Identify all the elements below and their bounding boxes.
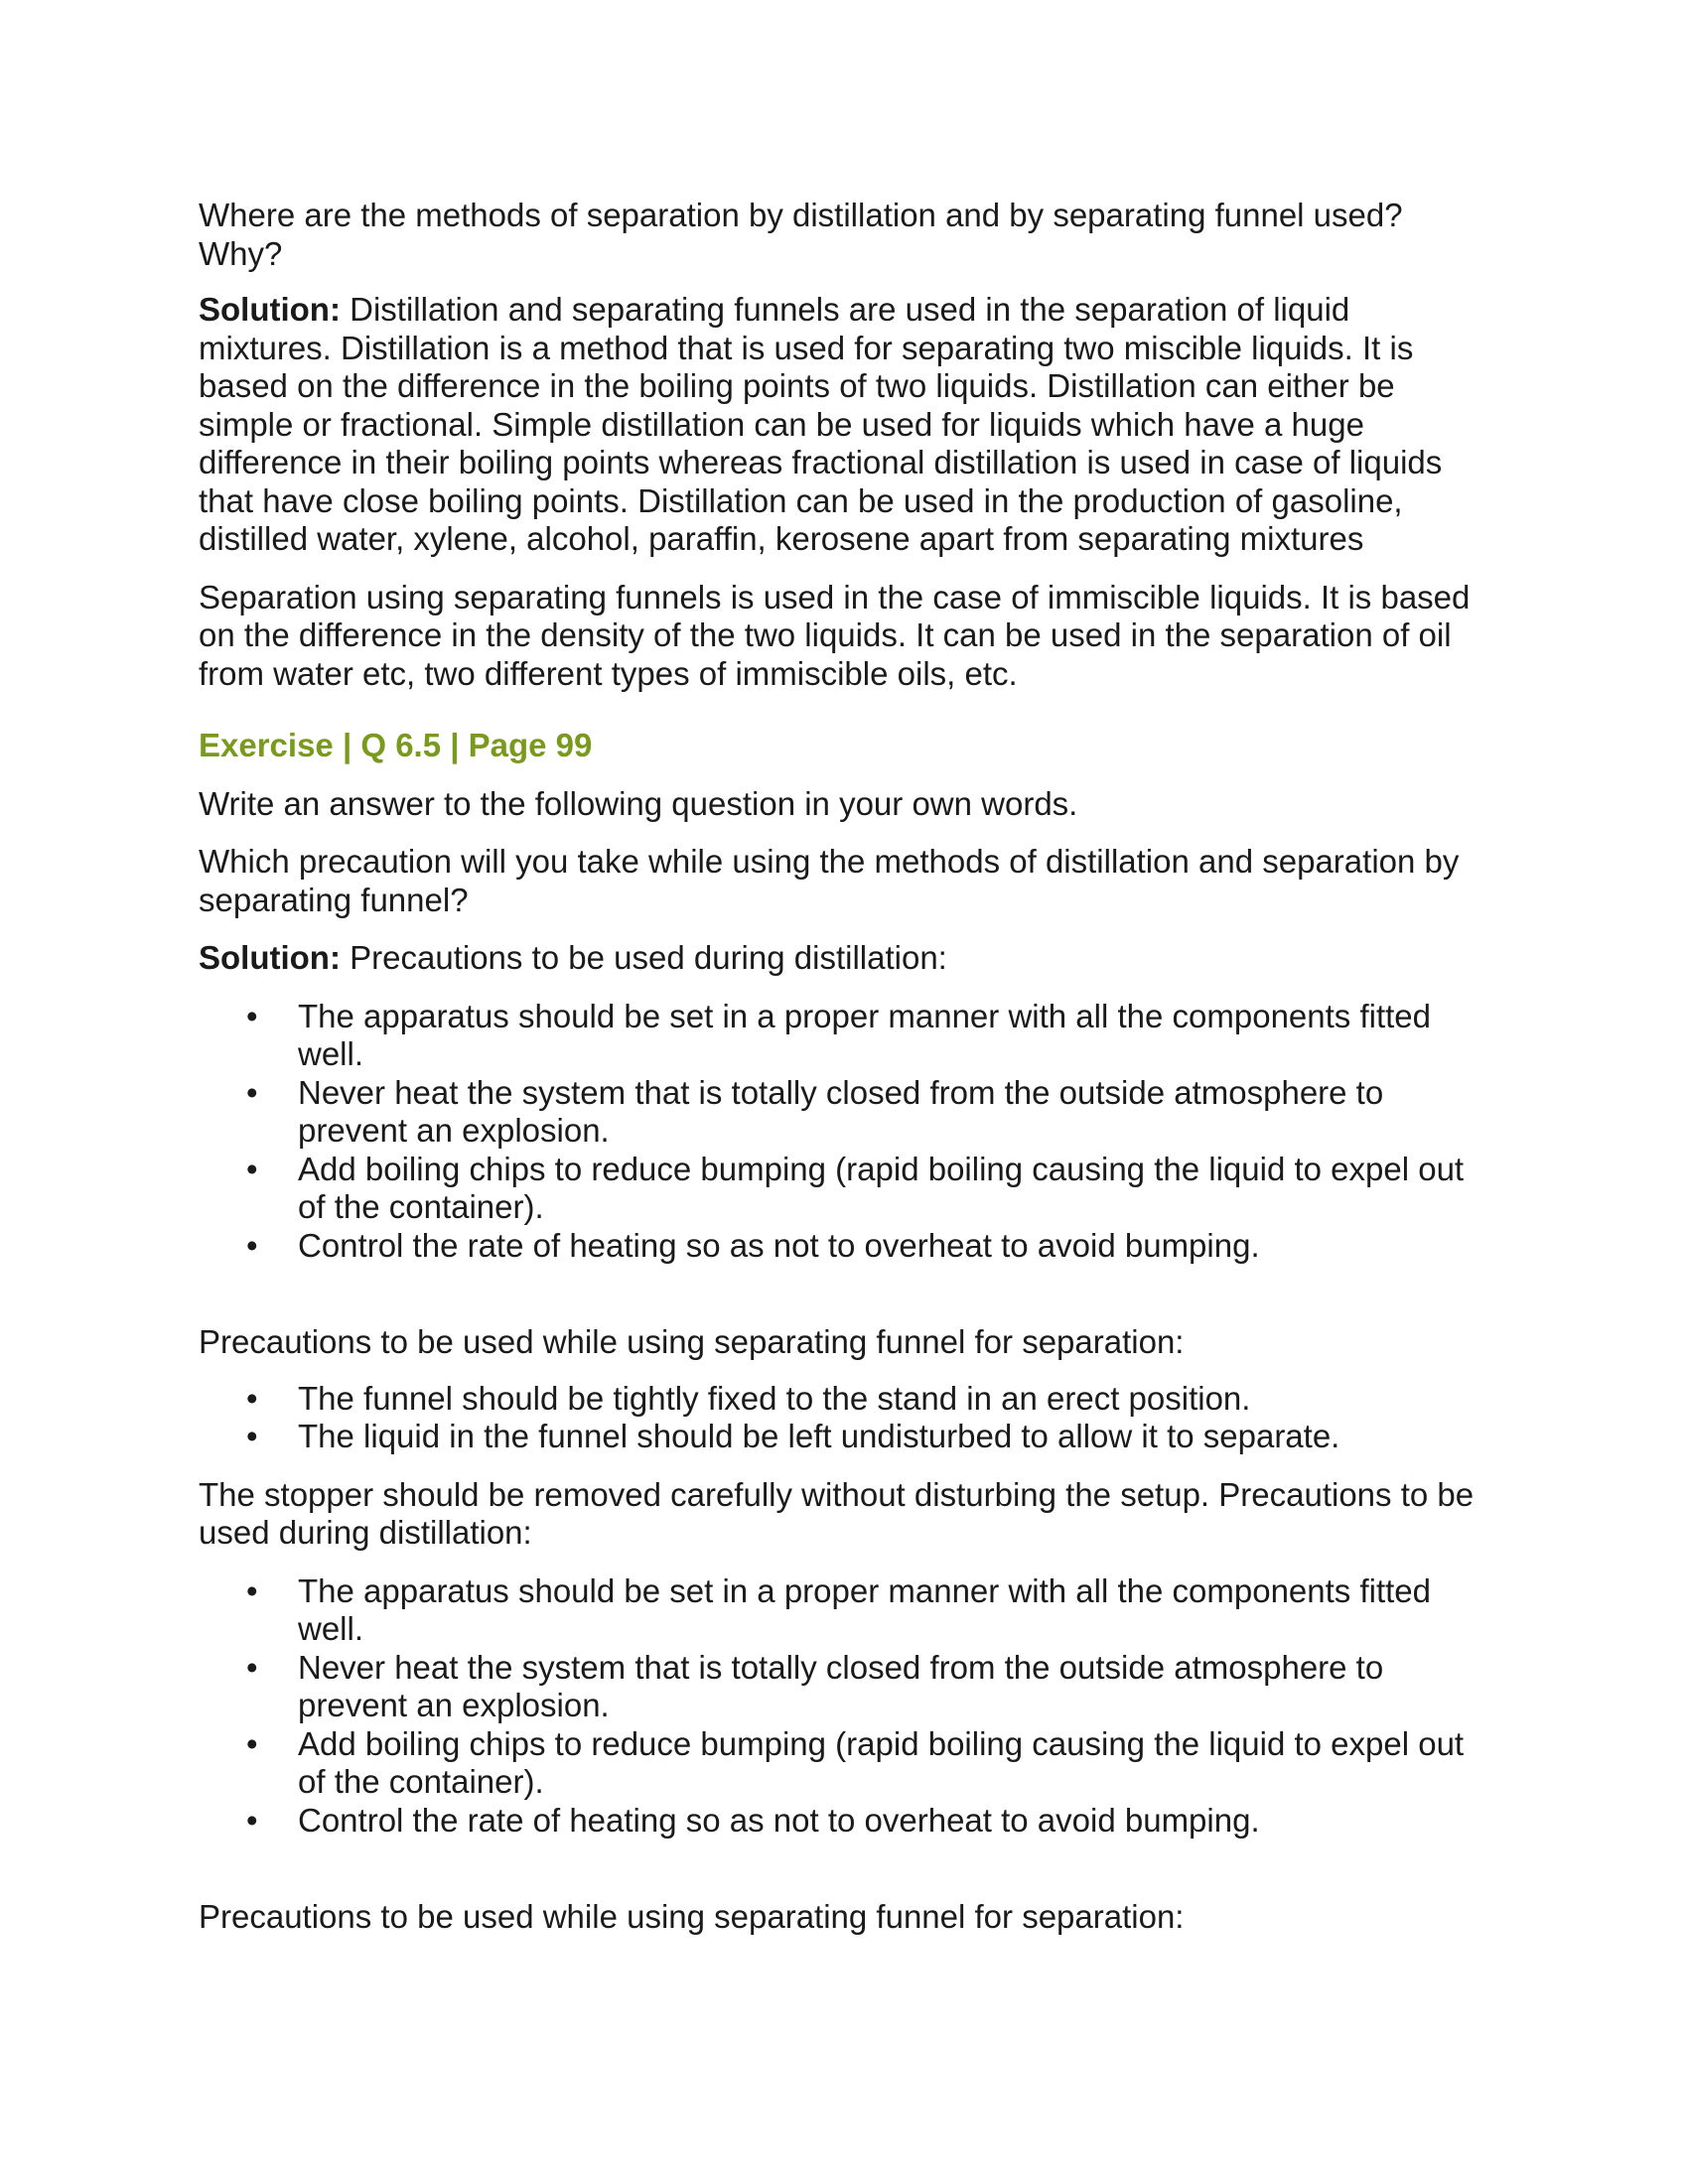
list-item: • Control the rate of heating so as not to overheat to avoid bumping. xyxy=(298,1227,1489,1266)
solution-text: Precautions to be used during distillation: xyxy=(340,939,947,976)
list-item: • The liquid in the funnel should be left undisturbed to allow it to separate. xyxy=(298,1418,1489,1456)
list-item: • Never heat the system that is totally closed from the outside atmosphere to prevent an explosion. xyxy=(298,1074,1489,1151)
instruction-text: Write an answer to the following question in your own words. xyxy=(199,784,1078,822)
question-text: Which precaution will you take while using the methods of distillation and separation by separating funnel? xyxy=(199,843,1460,918)
exercise-heading: Exercise | Q 6.5 | Page 99 xyxy=(199,727,593,763)
stopper-paragraph: The stopper should be removed carefully without disturbing the setup. Precautions to be used during distillation: xyxy=(199,1475,1475,1551)
list-item: • The funnel should be tightly fixed to the stand in an erect position. xyxy=(298,1380,1489,1419)
funnel-precautions-list xyxy=(199,1380,1489,1456)
funnel-precautions-intro: Precautions to be used while using separating funnel for separation: xyxy=(199,1323,1185,1360)
solution-label: Solution: xyxy=(199,291,341,328)
question-text: Where are the methods of separation by distillation and by separating funnel used? Why? xyxy=(199,197,1403,272)
distillation-precautions-list xyxy=(199,998,1489,1266)
solution-label: Solution: xyxy=(199,939,341,976)
list-item: • The apparatus should be set in a proper manner with all the components fitted well. xyxy=(298,1572,1489,1649)
separating-funnel-paragraph: Separation using separating funnels is used in the case of immiscible liquids. It is based on the difference in the density of the two liquids. It can be used in the separation of oil from water etc, two different types of immiscible oils, etc. xyxy=(199,578,1471,692)
list-item: • Never heat the system that is totally closed from the outside atmosphere to prevent an explosion. xyxy=(298,1649,1489,1725)
distillation-precautions-list xyxy=(199,1572,1489,1841)
funnel-precautions-intro: Precautions to be used while using separating funnel for separation: xyxy=(199,1898,1185,1935)
solution-paragraph xyxy=(199,939,1489,978)
solution-paragraph xyxy=(199,291,1489,559)
list-item: • Add boiling chips to reduce bumping (rapid boiling causing the liquid to expel out of the container). xyxy=(298,1725,1489,1802)
list-item: • Add boiling chips to reduce bumping (rapid boiling causing the liquid to expel out of the container). xyxy=(298,1151,1489,1227)
solution-text: Distillation and separating funnels are used in the separation of liquid mixtures. Distillation is a method that is used for separating two miscible liquids. It is based on the difference in the boiling points of two liquids. Distillation can either be simple or fractional. Simple distillation can be used for liquids which have a huge difference in their boiling points whereas fractional distillation is used in case of liquids that have close boiling points. Distillation can be used in the production of gasoline, distilled water, xylene, alcohol, paraffin, kerosene apart from separating mixtures xyxy=(199,291,1443,557)
list-item: • Control the rate of heating so as not to overheat to avoid bumping. xyxy=(298,1802,1489,1841)
list-item: • The apparatus should be set in a proper manner with all the components fitted well. xyxy=(298,998,1489,1074)
